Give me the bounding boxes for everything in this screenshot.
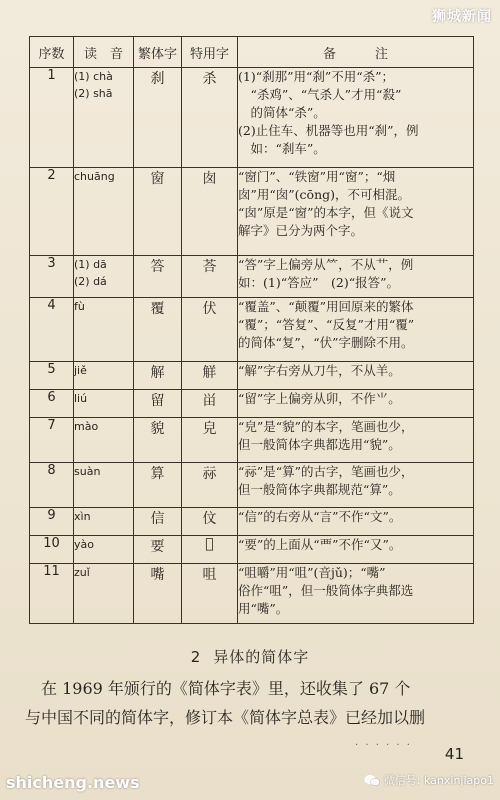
row-special-char: 皃: [182, 418, 238, 463]
row-number: 7: [30, 418, 74, 463]
header-notes: 备 注: [238, 37, 474, 68]
section-heading: [0, 646, 500, 667]
row-pinyin: [74, 564, 134, 624]
pinyin-line: chuāng: [74, 170, 115, 183]
note-line: “解”字右旁从刀牛，不从羊。: [238, 363, 401, 378]
row-traditional-char: 解: [134, 362, 182, 390]
row-special-char: 杀: [182, 68, 238, 168]
row-number: 5: [30, 362, 74, 390]
table-row: [30, 418, 474, 463]
row-special-char: 伏: [182, 298, 238, 362]
row-notes: [238, 564, 474, 624]
row-traditional-char: 算: [134, 463, 182, 508]
row-pinyin: [74, 68, 134, 168]
table-row: [30, 390, 474, 418]
note-line: (1)“刹那”用“刹”不用“杀”；: [238, 69, 395, 84]
note-line: 的简体“杀”。: [238, 105, 326, 120]
row-traditional-char: 刹: [134, 68, 182, 168]
row-traditional-char: 信: [134, 508, 182, 536]
note-line: “咀嚼”用“咀”(音jǔ)；“嘴”: [238, 565, 386, 580]
note-line: 的简体“复”，“伏”字删除不用。: [238, 335, 414, 350]
pinyin-line: (2) shā: [74, 87, 113, 100]
note-line: (2)止住车、机器等也用“刹”，例: [238, 123, 419, 138]
note-line: “要”的上面从“覀”不作“又”。: [238, 537, 402, 552]
note-line: “杀鸡”、“气杀人”才用“殺”: [238, 87, 402, 102]
watermark-top: 狮城新闻: [432, 9, 492, 25]
table-row: [30, 256, 474, 298]
row-notes: [238, 298, 474, 362]
row-notes: [238, 390, 474, 418]
body-line: 与中国不同的简体字，修订本《简体字总表》已经加以删: [25, 708, 426, 727]
table-row: [30, 463, 474, 508]
row-pinyin: [74, 463, 134, 508]
note-line: “祘”是“算”的古字，笔画也少，: [238, 464, 414, 479]
table-row: [30, 362, 474, 390]
table-row: [30, 564, 474, 624]
row-pinyin: [74, 390, 134, 418]
note-line: “留”字上偏旁从卯，不作⺌。: [238, 391, 401, 406]
row-special-char: 囱: [182, 168, 238, 256]
note-line: “覆”；“答复”、“反复”才用“覆”: [238, 317, 415, 332]
row-traditional-char: 答: [134, 256, 182, 298]
note-line: 囱”用“囱”(cōng)，不可相混。: [238, 187, 411, 202]
table-row: [30, 68, 474, 168]
header-no: 序数: [30, 37, 74, 68]
row-traditional-char: 要: [134, 536, 182, 564]
row-special-char: 伩: [182, 508, 238, 536]
row-special-char: 畄: [182, 390, 238, 418]
row-pinyin: [74, 418, 134, 463]
row-pinyin: [74, 168, 134, 256]
watermark-bottom-right: [364, 772, 494, 788]
row-traditional-char: 窗: [134, 168, 182, 256]
header-pinyin: 读 音: [74, 37, 134, 68]
note-line: “覆盖”、“颠覆”用回原来的繁体: [238, 299, 414, 314]
note-line: 解字》已分为两个字。: [238, 223, 364, 238]
row-traditional-char: 嘴: [134, 564, 182, 624]
row-number: 2: [30, 168, 74, 256]
table-row: [30, 536, 474, 564]
note-line: “答”字上偏旁从⺮，不从艹，例: [238, 257, 414, 272]
row-notes: [238, 168, 474, 256]
row-pinyin: [74, 256, 134, 298]
row-traditional-char: 覆: [134, 298, 182, 362]
row-number: 6: [30, 390, 74, 418]
row-pinyin: [74, 298, 134, 362]
section-number: 2: [190, 648, 202, 666]
row-number: 11: [30, 564, 74, 624]
row-special-char: 荅: [182, 256, 238, 298]
note-line: 如：“刹车”。: [238, 141, 326, 156]
pinyin-line: xìn: [74, 510, 91, 523]
row-pinyin: [74, 362, 134, 390]
character-table: [29, 36, 474, 624]
row-special-char: 祘: [182, 463, 238, 508]
note-line: 但一般简体字典都规范“算”。: [238, 482, 401, 497]
row-number: 3: [30, 256, 74, 298]
note-line: 用“嘴”。: [238, 601, 289, 616]
table-row: [30, 298, 474, 362]
pinyin-line: mào: [74, 420, 99, 433]
wechat-icon: [364, 774, 380, 787]
pinyin-line: yào: [74, 538, 94, 551]
table-row: [30, 508, 474, 536]
page-number: 41: [444, 745, 464, 763]
row-traditional-char: 貌: [134, 418, 182, 463]
watermark-bottom-left: shicheng.news: [6, 773, 140, 792]
ornament: · · · · · ·: [355, 740, 412, 751]
pinyin-line: (1) dā: [74, 258, 107, 271]
row-notes: [238, 68, 474, 168]
header-special: 特用字: [182, 37, 238, 68]
note-line: 俗作“咀”，但一般简体字典都选: [238, 583, 414, 598]
row-special-char: 咀: [182, 564, 238, 624]
row-notes: [238, 418, 474, 463]
row-notes: [238, 256, 474, 298]
row-number: 8: [30, 463, 74, 508]
row-number: 4: [30, 298, 74, 362]
row-number: 9: [30, 508, 74, 536]
note-line: “囱”原是“窗”的本字，但《说文: [238, 205, 414, 220]
body-paragraph: [25, 674, 475, 732]
row-notes: [238, 463, 474, 508]
note-line: “皃”是“貌”的本字，笔画也少，: [238, 419, 414, 434]
note-line: “信”的右旁从“言”不作“文”。: [238, 509, 402, 524]
row-special-char: 𡜏: [182, 536, 238, 564]
row-pinyin: [74, 508, 134, 536]
table-row: [30, 168, 474, 256]
section-title: 异体的简体字: [213, 648, 310, 666]
pinyin-line: jiě: [74, 364, 87, 377]
pinyin-line: zuǐ: [74, 566, 90, 579]
row-notes: [238, 362, 474, 390]
pinyin-line: suàn: [74, 465, 101, 478]
pinyin-line: (2) dá: [74, 275, 107, 288]
row-number: 1: [30, 68, 74, 168]
pinyin-line: liú: [74, 392, 88, 405]
pinyin-line: (1) chà: [74, 70, 113, 83]
row-notes: [238, 508, 474, 536]
header-traditional: 繁体字: [134, 37, 182, 68]
pinyin-line: fù: [74, 300, 85, 313]
row-traditional-char: 留: [134, 390, 182, 418]
body-line: 在 1969 年颁行的《简体字表》里，还收集了 67 个: [25, 679, 411, 698]
table-header-row: [30, 37, 474, 68]
note-line: “窗门”、“铁窗”用“窗”；“烟: [238, 169, 396, 184]
row-number: 10: [30, 536, 74, 564]
note-line: 如：(1)“答应” (2)“报答”。: [238, 275, 399, 290]
watermark-wechat-id: 微信号: kanxinjiapo1: [383, 774, 494, 787]
row-notes: [238, 536, 474, 564]
row-special-char: 觧: [182, 362, 238, 390]
row-pinyin: [74, 536, 134, 564]
note-line: 但一般简体字典都选用“貌”。: [238, 437, 401, 452]
